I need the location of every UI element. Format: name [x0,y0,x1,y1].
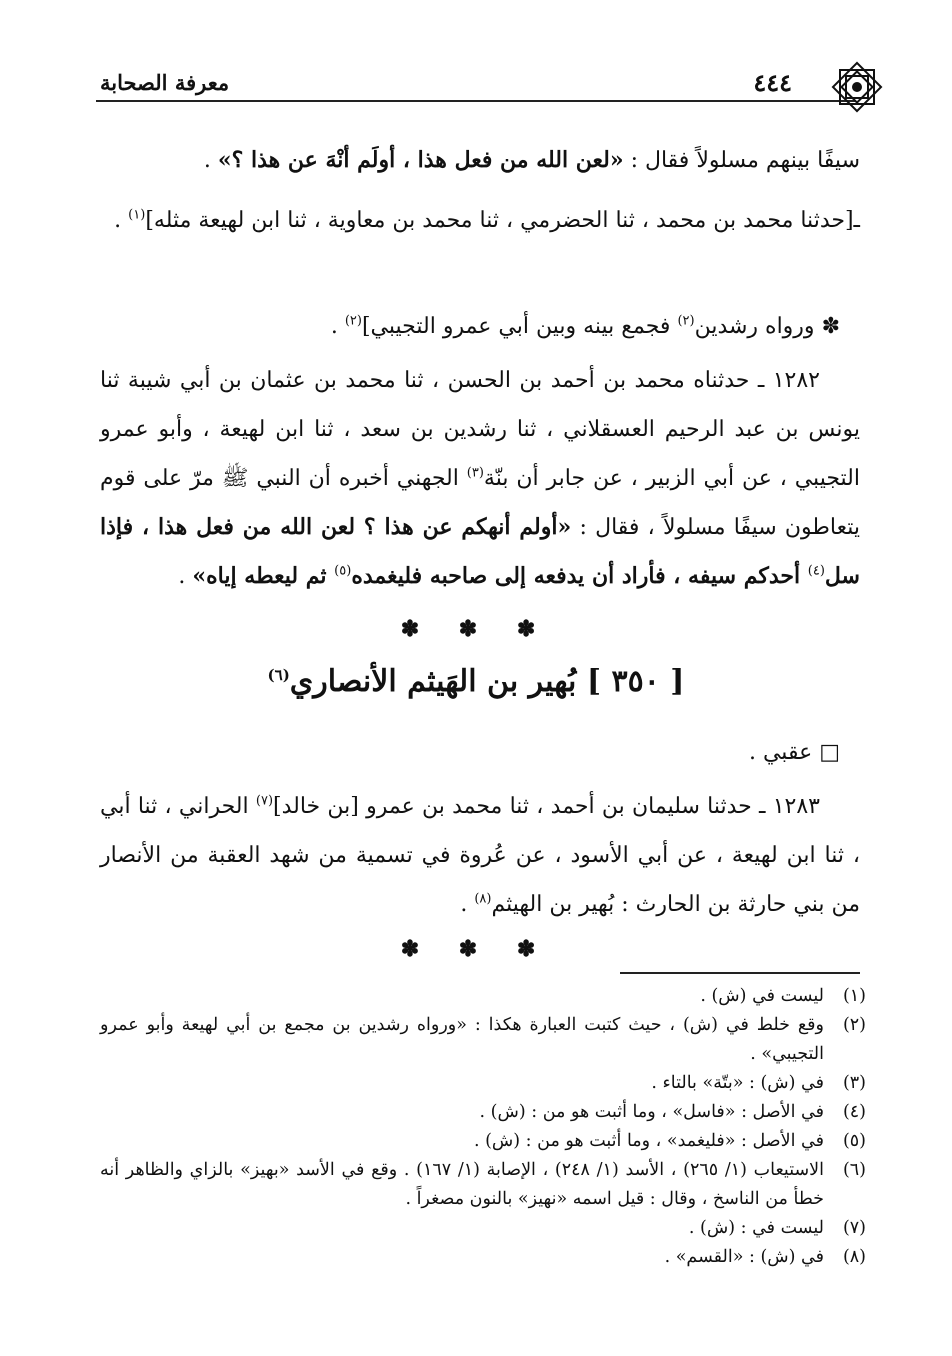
footnote-ref: (٥) [334,563,352,579]
paragraph-aqabi: □ عقبي . [748,740,840,765]
footnote-item: (٨) في (ش) : «القسم» . [664,1247,866,1267]
section-separator: ✽ ✽ ✽ [400,616,552,642]
hadith-1282: ١٢٨٢ ـ حدثناه محمد بن أحمد بن الحسن ، ثنا محمد بن عثمان بن أبي شيبة ثنا يونس بن عبد الرحيم العسقلاني ، ثنا رشدين بن سعد ، ثنا ابن لهيعة ، وأبو عمرو التجيبي ، عن أبي الزبير ، عن جابر أن بنّة$^{(٣)}$ الجهني أخبره أن النبي ﷺ مرّ على قوم يتعاطون سيفًا مسلولاً ، فقال : «أولم أنهكم عن هذا ؟ لعن الله من فعل هذا ، فإذا سل$^{(٤)}$ أحدكم سيفه ، فأراد أن يدفعه إلى صاحبه فليغمده$^{(٥)}$ ثم ليعطه إياه» . [100,368,860,589]
footnote-ref: (٧) [255,793,274,809]
page-header [96,64,856,102]
footnote-divider [620,972,860,974]
hadith-text-bold: «أولم أنهكم عن هذا ؟ لعن الله من فعل هذا ، فإذا سل [100,514,860,589]
section-separator: ✽ ✽ ✽ [400,936,552,962]
footnote-ref: (٨) [474,891,492,907]
footnote-item: (١) ليست في (ش) . [700,986,866,1006]
footnote-ref: (١) [128,207,146,223]
square-icon: □ [819,740,840,765]
hadith-1283: ١٢٨٣ ـ حدثنا سليمان بن أحمد ، ثنا محمد بن عمرو [بن خالد]$^{(٧)}$ الحراني ، ثنا أبي ، ثنا ابن لهيعة ، عن أبي الأسود ، عن عُروة في تسمية من شهد العقبة من الأنصار من بني حارثة بن الحارث : بُهير بن الهيثم$^{(٨)}$ . [100,793,860,917]
paragraph-continuation: سيفًا بينهم مسلولاً فقال : «لعن الله من فعل هذا ، أولَم أنْهَ عن هذا ؟» . [203,147,860,173]
asterisk-icon: ✽ [821,314,840,339]
footnote-ref: (٣) [466,465,484,481]
footnote-item: (٢) وقع خلط في (ش) ، حيث كتبت العبارة هكذا : «ورواه رشدين بن مجمع بن أبي لهيعة وأبو عمرو التجيبي» . [100,1015,866,1064]
footnote-item: (٤) في الأصل : «فاسل» ، وما أثبت هو من : (ش) . [479,1102,866,1122]
companion-name: بُهير بن الهَيثم الأنصاري [289,664,577,699]
footnote-item: (٧) ليست في : (ش) . [688,1218,866,1238]
footnote-ref: (٦) [267,666,290,684]
quote-bold: «لعن الله من فعل هذا ، أولَم أنْهَ عن هذا ؟» [217,147,624,173]
footnote-item: (٣) في (ش) : «بتّة» بالتاء . [651,1073,866,1093]
section-number: ٣٥٠ [611,664,660,699]
running-title: معرفة الصحابة [100,70,230,95]
hadith-text-bold: أحدكم سيفه ، فأراد أن يدفعه إلى صاحبه فليغمده [351,563,808,589]
footnote-item: (٥) في الأصل : «فليغمد» ، وما أثبت هو من : (ش) . [473,1131,866,1151]
footnote-ref: (٢) [344,313,362,329]
footnotes [100,982,866,1272]
paragraph-isnad: ـ[حدثنا محمد بن محمد ، ثنا الحضرمي ، ثنا محمد بن معاوية ، ثنا ابن لهيعة مثله]$^{(١)}$ . [114,207,860,233]
octagram-ornament-icon [828,58,886,116]
hadith-text-bold: ثم ليعطه إياه» [192,563,335,589]
footnote-ref: (٢) [677,313,695,329]
footnote-ref: (٤) [807,563,825,579]
paragraph-rashdin: ✽ ورواه رشدين$^{(٢)}$ فجمع بينه وبين أبي عمرو التجيبي]$^{(٢)}$ . [330,313,840,339]
page-number: ٤٤٤ [753,68,792,97]
section-heading: [ ٣٥٠ ] بُهير بن الهَيثم الأنصاري$^{(٦)}$ [267,664,685,699]
footnote-item: (٦) الاستيعاب (١/ ٢٦٥) ، الأسد (١/ ٢٤٨) ، الإصابة (١/ ١٦٧) . وقع في الأسد «بهيز» بالزاي والظاهر أنه خطأ من الناسخ ، وقال : قيل اسمه «نهيز» بالنون مصغراً . [100,1160,866,1209]
